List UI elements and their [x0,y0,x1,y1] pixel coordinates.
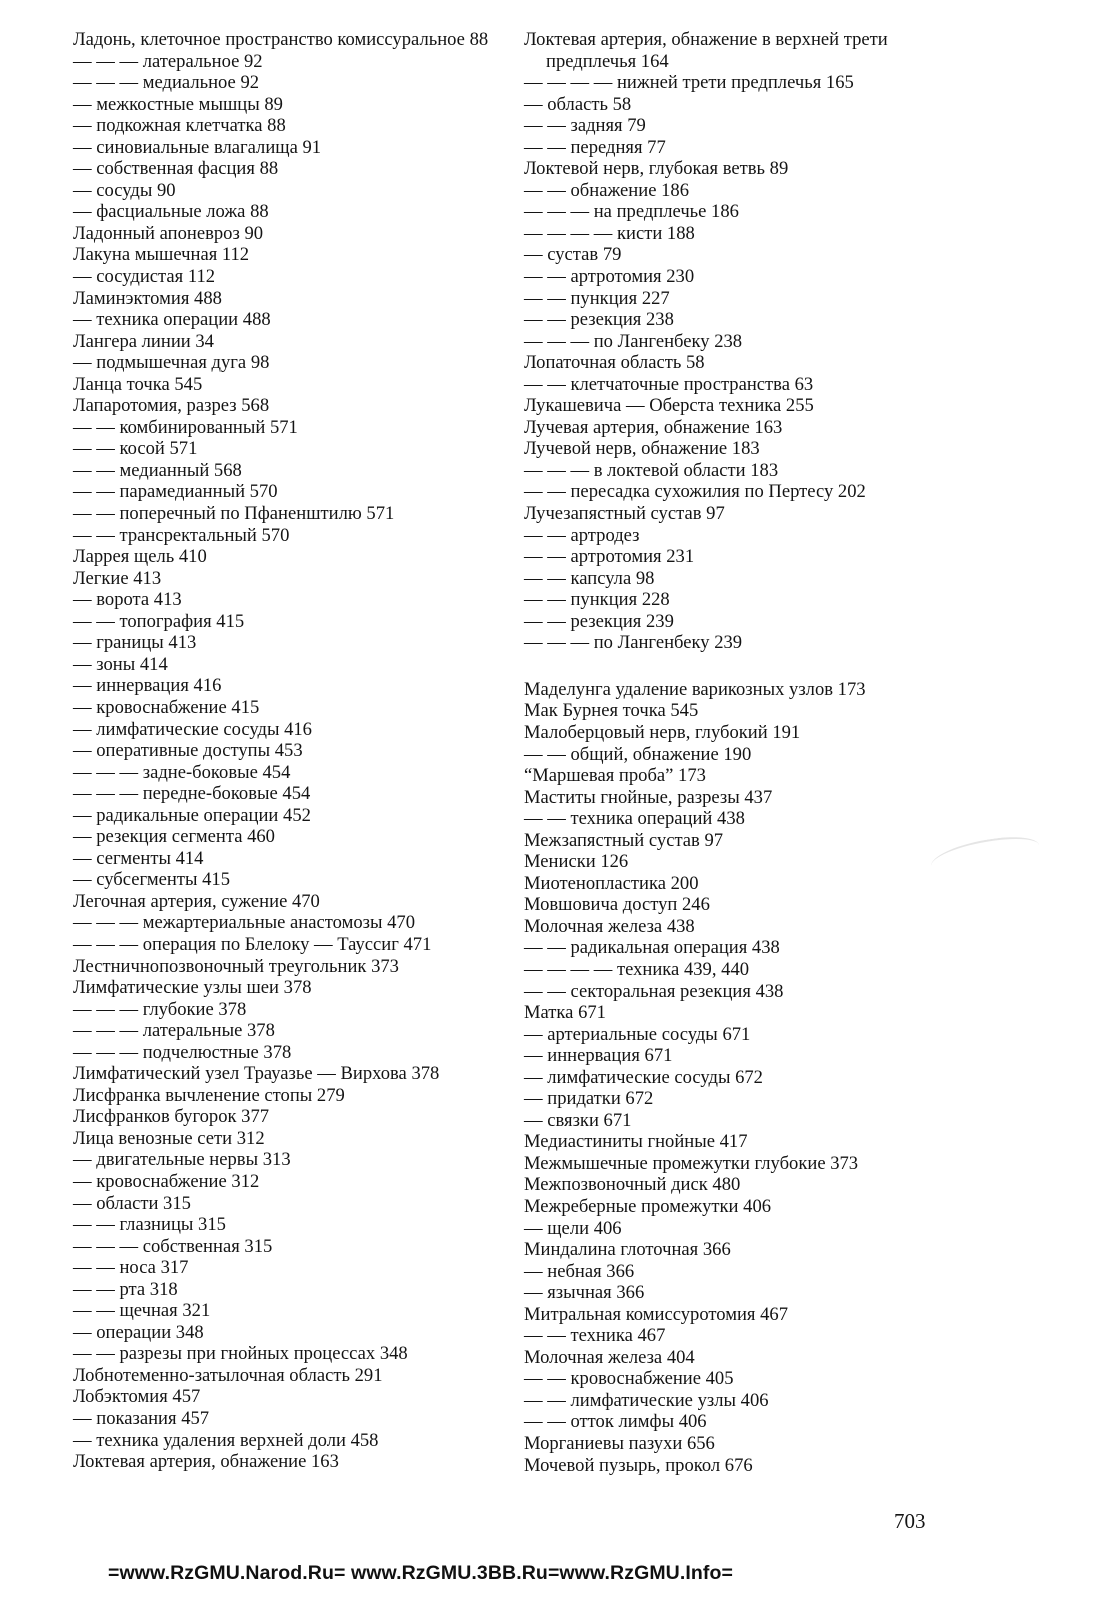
index-entry: — — носа 317 [73,1257,189,1279]
index-entry: — — комбинированный 571 [73,416,298,438]
index-entry: — область 58 [524,93,632,115]
index-entry: Малоберцовый нерв, глубокий 191 [524,721,801,743]
index-entry: — оперативные доступы 453 [73,740,303,762]
index-entry: — синовиальные влагалища 91 [73,136,322,158]
index-entry: — техника операции 488 [73,309,271,331]
index-entry: — области 315 [73,1192,191,1214]
index-entry: Медиастиниты гнойные 417 [524,1131,748,1153]
index-entry: — — резекция 239 [524,610,674,632]
index-entry: — двигательные нервы 313 [73,1149,291,1171]
index-entry: — — — по Лангенбеку 239 [524,632,743,654]
index-entry: Локтевой нерв, глубокая ветвь 89 [524,158,789,180]
index-entry: — — артротомия 230 [524,266,695,288]
index-entry: — — — — техника 439, 440 [524,958,750,980]
index-entry: Лестничнопозвоночный треугольник 373 [73,955,399,977]
index-entry: Мовшовича доступ 246 [524,894,710,916]
index-entry: Миотенопластика 200 [524,872,699,894]
index-entry: Морганиевы пазухи 656 [524,1433,715,1454]
index-entry: — сосудистая 112 [73,266,216,288]
index-entry: — — техника операций 438 [524,808,745,830]
index-entry: Матка 671 [524,1002,606,1024]
index-group-m [524,679,1044,1476]
index-entry: Лисфранка вычленение стопы 279 [73,1084,345,1106]
index-entry: — артериальные сосуды 671 [524,1023,751,1045]
index-entry: Лангера линии 34 [73,330,214,352]
index-entry: — — отток лимфы 406 [524,1411,707,1433]
footer-watermark: =www.RzGMU.Narod.Ru= www.RzGMU.3BB.Ru=www.RzGMU.Info= [108,1562,733,1584]
index-entry: Лучевой нерв, обнажение 183 [524,438,760,460]
index-entry: — — артротомия 231 [524,546,695,568]
index-entry: — — — глубокие 378 [73,998,247,1020]
index-entry: — сосуды 90 [73,179,176,201]
index-entry: — — обнажение 186 [524,179,689,201]
index-entry: — язычная 366 [524,1282,645,1304]
index-entry: Ладонный апоневроз 90 [73,222,264,244]
index-entry: Маститы гнойные, разрезы 437 [524,786,773,808]
index-entry: Лукашевича — Оберста техника 255 [524,395,814,417]
index-entry: Лапаротомия, разрез 568 [73,395,270,417]
section-gap [524,654,1044,679]
index-entry: — — трансректальный 570 [73,524,290,546]
index-entry: Лакуна мышечная 112 [73,244,250,266]
index-entry: — — — межартериальные анастомозы 470 [73,912,416,934]
index-entry: Маделунга удаление варикозных узлов 173 [524,678,866,700]
index-entry: Миндалина глоточная 366 [524,1239,731,1261]
index-entry: Молочная железа 438 [524,915,695,937]
index-entry: Мочевой пузырь, прокол 676 [524,1454,753,1476]
index-entry: — — лимфатические узлы 406 [524,1389,769,1411]
index-entry: Мениски 126 [524,851,629,873]
index-entry: Ларрея щель 410 [73,546,207,568]
index-entry: — придатки 672 [524,1088,654,1110]
index-entry: — — топография 415 [73,610,245,632]
index-entry: Легочная артерия, сужение 470 [73,890,320,912]
index-entry: — — резекция 238 [524,309,674,331]
index-entry: Межреберные промежутки 406 [524,1195,772,1217]
index-entry: — — медианный 568 [73,459,242,481]
index-column-right [524,29,1044,1476]
index-entry: Лучезапястный сустав 97 [524,503,725,525]
index-entry: — — общий, обнажение 190 [524,743,752,765]
index-entry: — — клетчаточные пространства 63 [524,373,814,395]
index-entry: — — пункция 228 [524,589,670,611]
index-entry: — — — передне-боковые 454 [73,783,311,805]
index-entry: — — — медиальное 92 [73,72,260,94]
index-entry: “Маршевая проба” 173 [524,765,706,787]
index-entry: Межпозвоночный диск 480 [524,1174,741,1196]
index-entry: — — капсула 98 [524,567,655,589]
index-entry: Лимфатические узлы шеи 378 [73,977,312,999]
index-entry: Лица венозные сети 312 [73,1127,265,1149]
index-entry: — иннервация 416 [73,675,222,697]
index-entry: — зоны 414 [73,653,168,675]
index-entry: Лопаточная область 58 [524,352,705,374]
index-entry: — сегменты 414 [73,847,204,869]
index-entry: — — секторальная резекция 438 [524,980,784,1002]
index-entry: — ворота 413 [73,589,182,611]
index-entry: — — — операция по Блелоку — Таусcиг 471 [73,933,432,955]
index-entry: — — парамедианный 570 [73,481,278,503]
index-entry: Лобэктомия 457 [73,1386,201,1408]
index-entry: — — — — кисти 188 [524,222,695,244]
index-entry: Локтевая артерия, обнажение 163 [73,1451,339,1473]
index-entry: Мак Бурнея точка 545 [524,700,699,722]
index-entry: Лимфатический узел Трауазье — Вирхова 378 [73,1063,440,1085]
index-entry: — резекция сегмента 460 [73,826,275,848]
index-entry: — — пересадка сухожилия по Пертесу 202 [524,481,866,503]
index-entry: — фасциальные ложа 88 [73,201,269,223]
index-entry: — — — в локтевой области 183 [524,459,779,481]
page-number: 703 [894,1509,926,1533]
index-entry: — — — латеральные 378 [73,1020,275,1042]
index-entry: Лобнотеменно-затылочная область 291 [73,1364,383,1386]
index-entry: Легкие 413 [73,567,162,589]
index-entry: — связки 671 [524,1109,632,1131]
index-entry: Ладонь, клеточное пространство комиссуральное 88 [73,29,489,50]
index-entry: — — — — нижней трети предплечья 165 [524,72,854,94]
index-entry: — субсегменты 415 [73,869,231,891]
index-entry: — — — на предплечье 186 [524,201,739,223]
index-entry: — лимфатические сосуды 672 [524,1066,763,1088]
index-entry: Ланца точка 545 [73,373,203,395]
index-entry: — границы 413 [73,632,197,654]
index-entry: — — техника 467 [524,1325,666,1347]
index-entry: — — пункция 227 [524,287,670,309]
index-entry: — подкожная клетчатка 88 [73,115,286,137]
index-entry: — — разрезы при гнойных процессах 348 [73,1343,408,1365]
index-entry: — — задняя 79 [524,115,646,137]
index-entry: — — косой 571 [73,438,198,460]
index-entry: — щели 406 [524,1217,622,1239]
index-entry: Ламинэктомия 488 [73,287,222,309]
index-entry: — сустав 79 [524,244,622,266]
index-entry: — — — подчелюстные 378 [73,1041,292,1063]
index-entry: — — поперечный по Пфаненштилю 571 [73,503,395,525]
index-entry: — небная 366 [524,1260,635,1282]
index-entry: — — рта 318 [73,1278,178,1300]
index-entry: — собственная фасция 88 [73,158,279,180]
index-entry: — лимфатические сосуды 416 [73,718,312,740]
index-entry: — кровоснабжение 415 [73,696,260,718]
index-entry: — подмышечная дуга 98 [73,352,270,374]
index-entry: — — — задне-боковые 454 [73,761,291,783]
index-entry: Митральная комиссуротомия 467 [524,1303,788,1325]
index-entry: — — — собственная 315 [73,1235,273,1257]
index-group-l [524,29,1044,654]
index-entry: — — кровоснабжение 405 [524,1368,734,1390]
index-entry: Лисфранков бугорок 377 [73,1106,270,1128]
index-entry: — — щечная 321 [73,1300,211,1322]
index-entry: Молочная железа 404 [524,1346,695,1368]
index-entry: — техника удаления верхней доли 458 [73,1429,379,1451]
index-entry: Межмышечные промежутки глубокие 373 [524,1152,859,1174]
index-entry: Межзапястный сустав 97 [524,829,724,851]
index-entry: — — передняя 77 [524,136,666,158]
index-entry: — — — по Лангенбеку 238 [524,330,743,352]
index-entry: Локтевая артерия, обнажение в верхней трети предплечья 164 [524,29,888,72]
index-entry: — операции 348 [73,1321,204,1343]
index-entry: — — глазницы 315 [73,1214,226,1236]
index-entry: — — артродез [524,524,640,546]
index-entry: — иннервация 671 [524,1045,673,1067]
index-column-left [73,29,513,1473]
index-entry: — — — латеральное 92 [73,50,263,72]
index-entry: — кровоснабжение 312 [73,1170,260,1192]
index-entry: — — радикальная операция 438 [524,937,780,959]
index-entry: Лучевая артерия, обнажение 163 [524,416,783,438]
index-entry: — радикальные операции 452 [73,804,311,826]
index-entry: — показания 457 [73,1408,210,1429]
index-entry: — межкостные мышцы 89 [73,93,283,115]
